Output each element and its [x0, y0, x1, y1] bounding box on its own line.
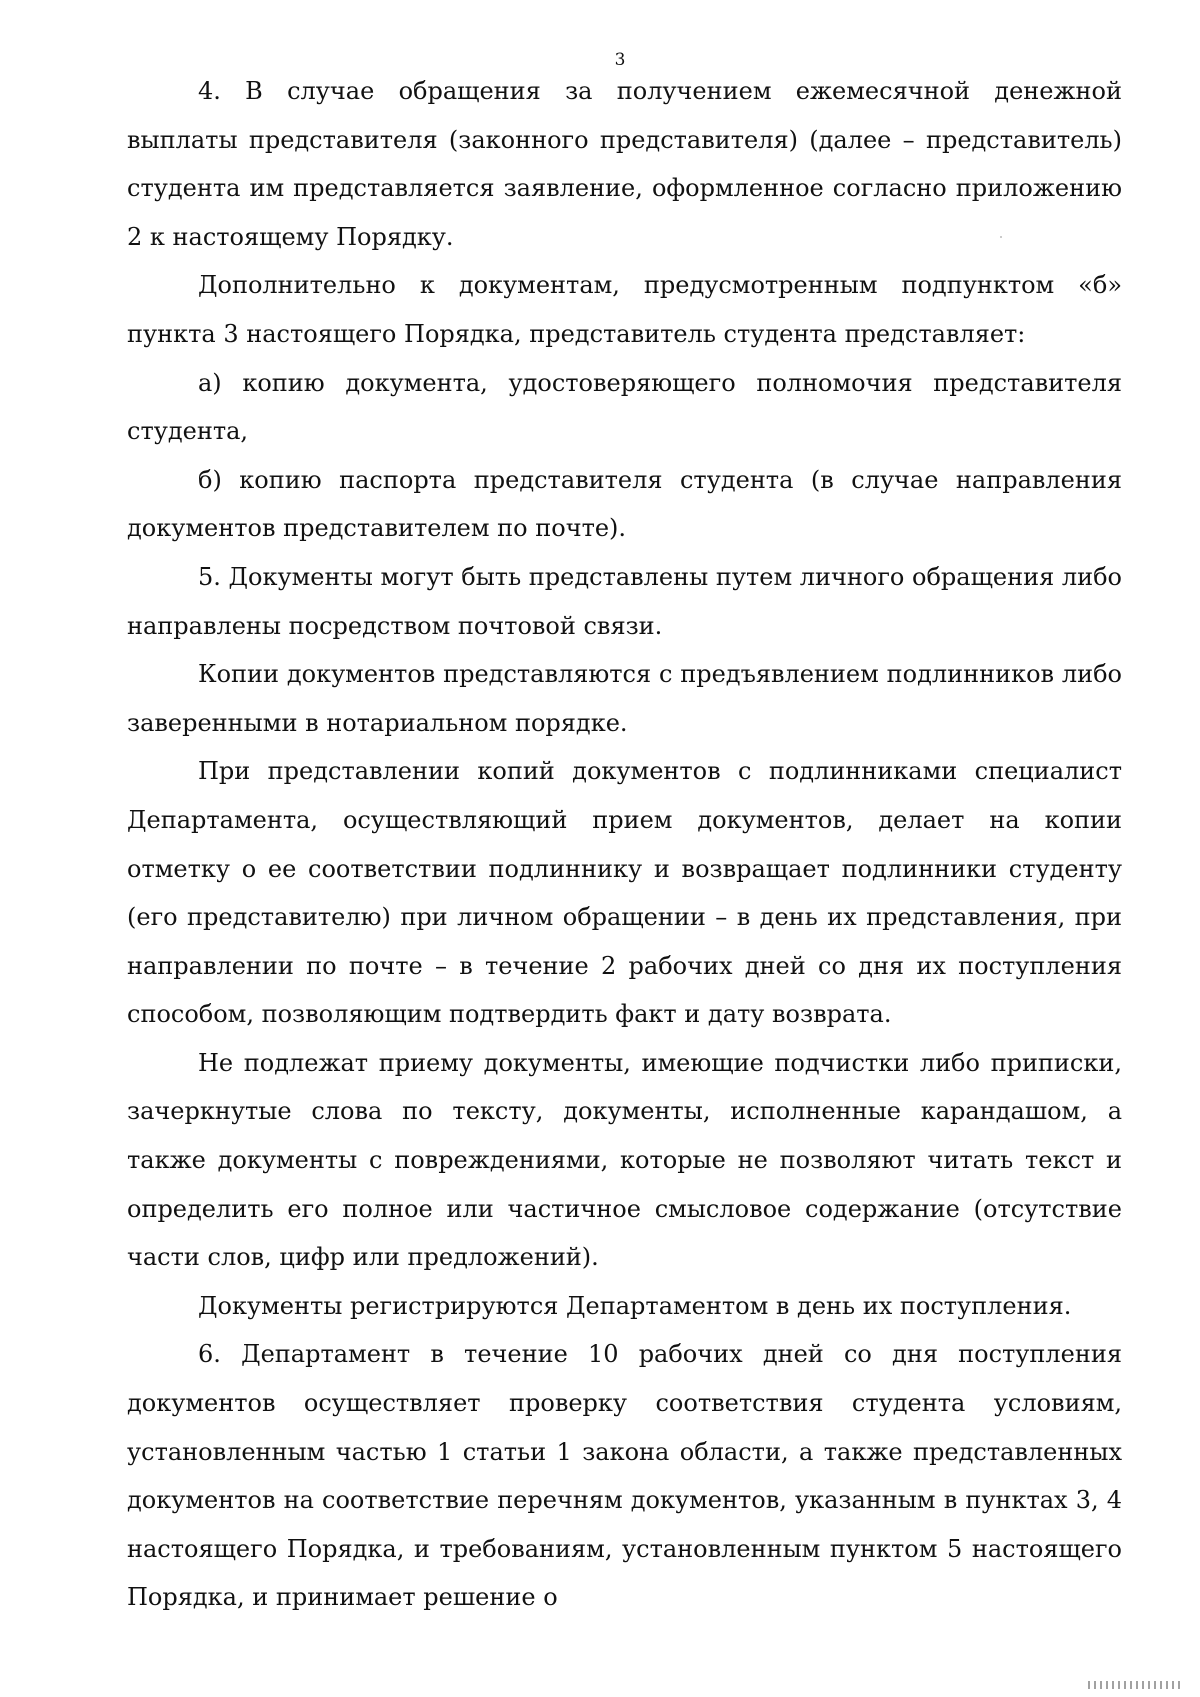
- paragraph-5-copies: Копии документов представляются с предъявлением подлинников либо заверенными в нотариальном порядке.: [127, 660, 1122, 737]
- paragraph-4-item-b: б) копию паспорта представителя студента (в случае направления документов представителем по почте).: [127, 465, 1122, 543]
- paragraph-4: 4. В случае обращения за получением ежемесячной денежной выплаты представителя (законного представителя) (далее – представитель) студента им представляется заявление, оформленное согласно приложению 2 к настоящему Порядку.: [127, 77, 1122, 251]
- paragraph-5-rejection: Не подлежат приему документы, имеющие подчистки либо приписки, зачеркнутые слова по тексту, документы, исполненные карандашом, а также документы с повреждениями, которые не позволяют читать текст и определить его полное или частичное смысловое содержание (отсутствие части слов, цифр или предложений).: [127, 1048, 1122, 1272]
- scan-edge-mark: [1088, 1681, 1184, 1689]
- paragraph-5: 5. Документы могут быть представлены путем личного обращения либо направлены посредством почтовой связи.: [127, 562, 1122, 640]
- paragraph-6: 6. Департамент в течение 10 рабочих дней со дня поступления документов осуществляет проверку соответствия студента условиям, установленным частью 1 статьи 1 закона области, а также представленных документов на соответствие перечням документов, указанным в пунктах 3, 4 настоящего Порядка, и требованиям, установленным пунктом 5 настоящего Порядка, и принимает решение о: [127, 1340, 1122, 1612]
- document-body: [127, 67, 1122, 1622]
- paragraph-5-originals: При представлении копий документов с подлинниками специалист Департамента, осуществляющий прием документов, делает на копии отметку о ее соответствии подлиннику и возвращает подлинники студенту (его представителю) при личном обращении – в день их представления, при направлении по почте – в течение 2 рабочих дней со дня их поступления способом, позволяющим подтвердить факт и дату возврата.: [127, 757, 1122, 1029]
- paragraph-5-registration: Документы регистрируются Департаментом в день их поступления.: [198, 1291, 1072, 1320]
- paragraph-4-item-a: а) копию документа, удостоверяющего полномочия представителя студента,: [127, 368, 1122, 446]
- scan-speck: [1000, 236, 1002, 238]
- page-number: 3: [614, 50, 626, 70]
- paragraph-4-additional: Дополнительно к документам, предусмотренным подпунктом «б» пункта 3 настоящего Порядка, представитель студента представляет:: [127, 271, 1122, 348]
